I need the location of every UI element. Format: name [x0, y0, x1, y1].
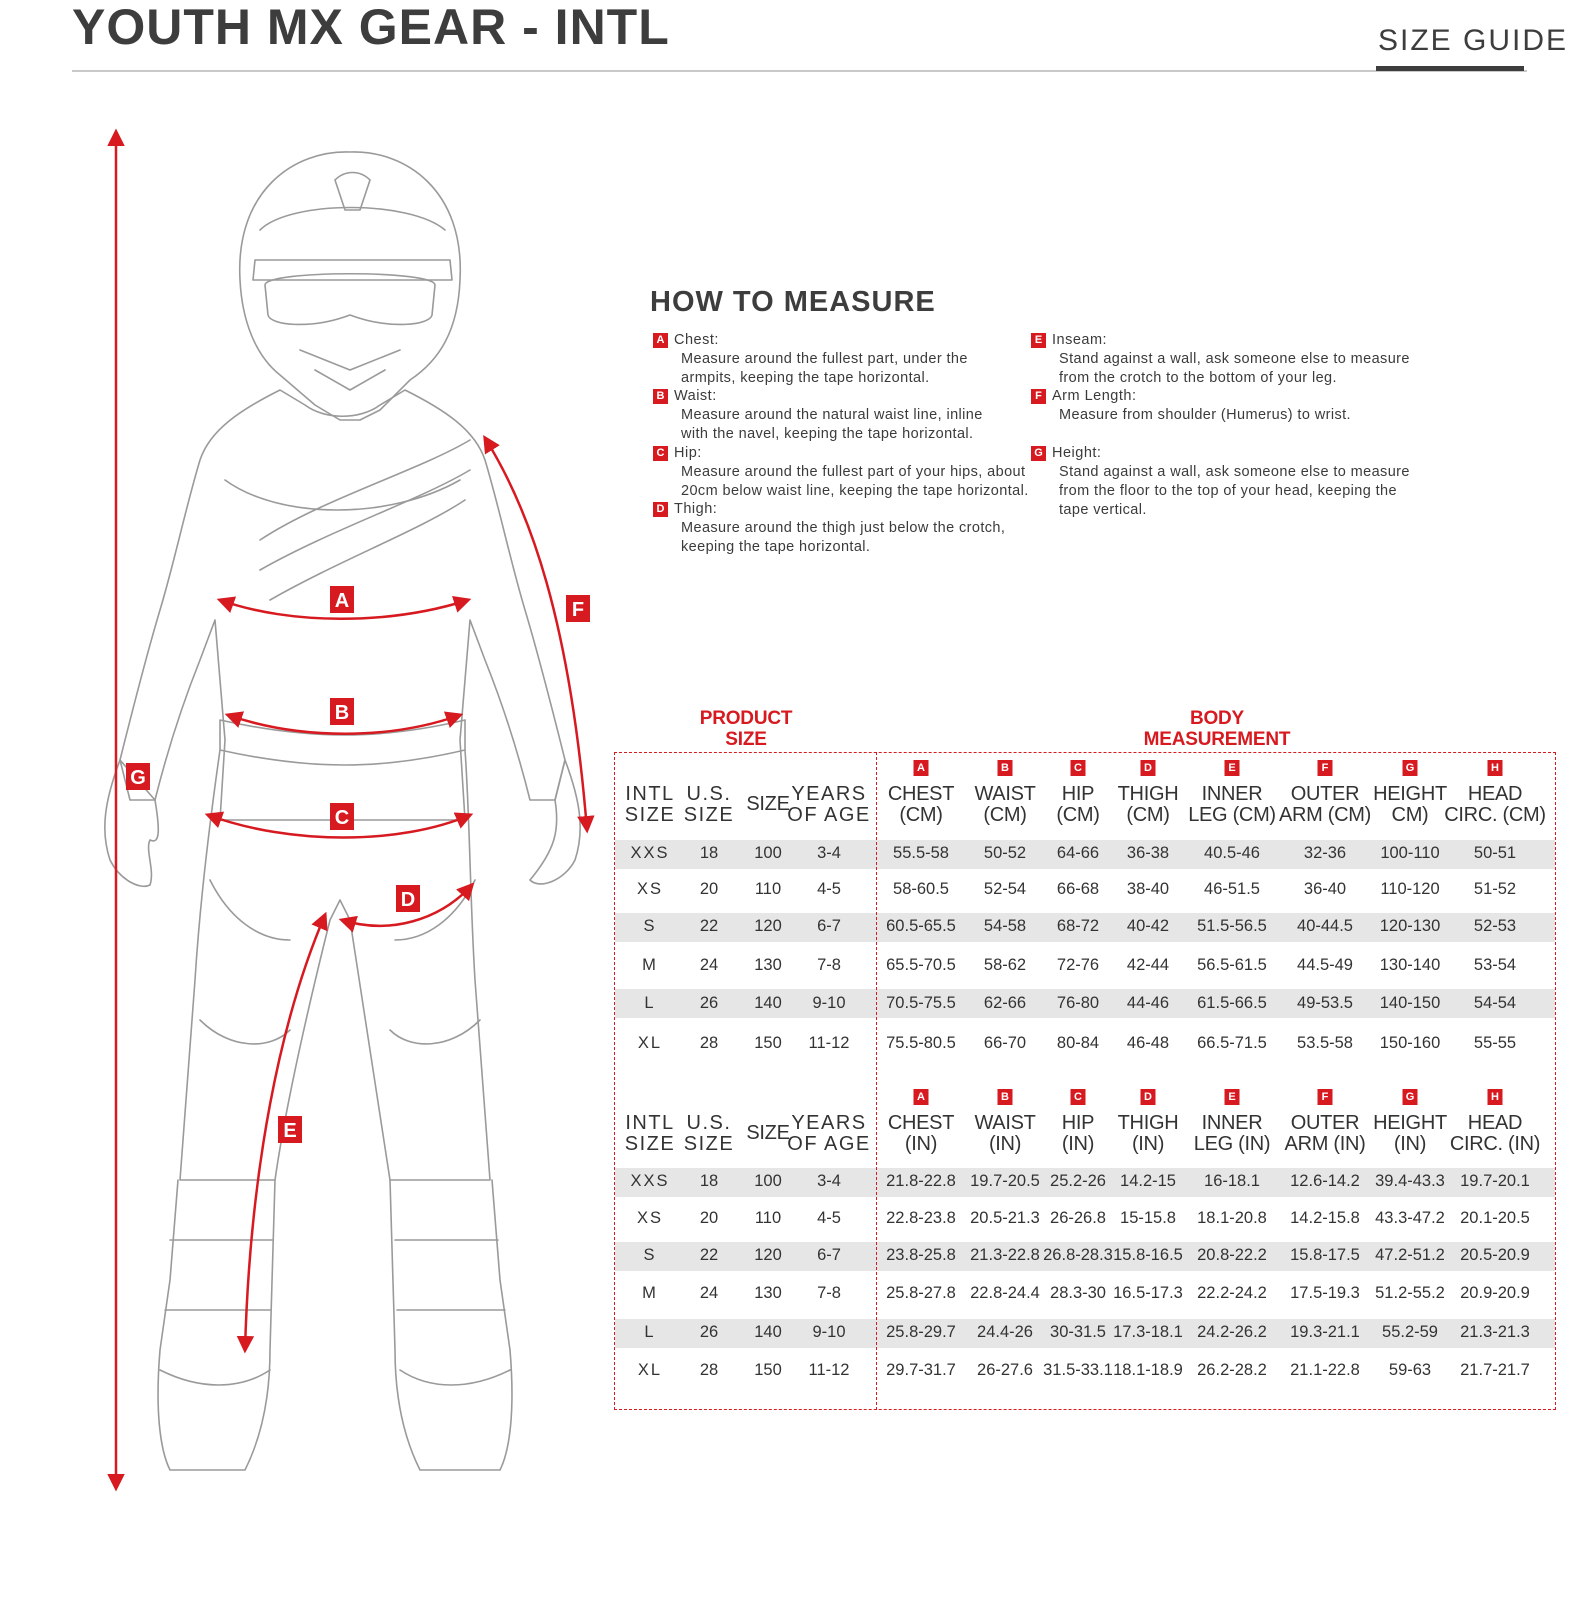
table-cell: 130: [754, 956, 782, 974]
column-header-line: SIZE: [683, 804, 735, 826]
column-header-line: CHEST: [887, 783, 955, 805]
table-cell: 7-8: [817, 956, 841, 974]
arm-guide-line: [485, 438, 587, 830]
table-cell: 21.3-22.8: [970, 1246, 1040, 1264]
table-cell: 22: [699, 917, 719, 935]
table-cell: 20.9-20.9: [1460, 1284, 1530, 1302]
table-cell: 26: [699, 994, 719, 1012]
column-header-line: (CM): [983, 804, 1027, 826]
table-cell: 100-110: [1380, 844, 1440, 862]
table-border: [614, 752, 1556, 1410]
column-badge: A: [914, 1089, 929, 1105]
table-cell: 9-10: [812, 994, 846, 1012]
table-cell: 19.7-20.1: [1460, 1172, 1530, 1190]
table-cell: 26-26.8: [1050, 1209, 1106, 1227]
column-header-line: HEIGHT: [1373, 1112, 1447, 1134]
table-cell: 36-40: [1303, 880, 1347, 898]
table-cell: 110: [754, 1209, 782, 1227]
table-cell: 55-55: [1473, 1034, 1517, 1052]
measure-letter-badge: G: [1031, 446, 1046, 461]
table-cell: 66.5-71.5: [1197, 1034, 1267, 1052]
table-cell: 21.8-22.8: [886, 1172, 956, 1190]
measure-description-line: with the navel, keeping the tape horizontal.: [681, 426, 974, 442]
column-header-line: HEIGHT: [1373, 783, 1447, 805]
table-cell: 21.3-21.3: [1460, 1323, 1530, 1341]
measure-item-waist: [653, 387, 983, 444]
table-cell: 25.2-26: [1050, 1172, 1106, 1190]
marker-hip: [330, 803, 354, 830]
table-cell: 56.5-61.5: [1197, 956, 1267, 974]
table-cell: 49-53.5: [1297, 994, 1353, 1012]
table-cell: 150-160: [1379, 1034, 1441, 1052]
table-cell: 25.8-29.7: [886, 1323, 956, 1341]
table-cell: XS: [636, 1209, 664, 1227]
table-cell: 54-58: [983, 917, 1027, 935]
marker-height: [126, 763, 150, 790]
column-badge: B: [998, 760, 1013, 776]
table-cell: 18.1-18.9: [1113, 1361, 1183, 1379]
table-section-divider: [876, 752, 877, 1410]
table-cell: 47.2-51.2: [1375, 1246, 1445, 1264]
table-cell: 60.5-65.5: [886, 917, 956, 935]
measure-letter-badge: E: [1031, 333, 1046, 348]
marker-arm-length: [566, 595, 590, 622]
table-cell: 72-76: [1056, 956, 1100, 974]
measure-letter-badge: F: [1031, 389, 1046, 404]
column-badge: C: [1071, 1089, 1086, 1105]
table-cell: 19.7-20.5: [970, 1172, 1040, 1190]
column-header-line: INNER: [1201, 783, 1263, 805]
marker-inseam: [278, 1116, 302, 1143]
measure-description-line: Stand against a wall, ask someone else to measure: [1059, 464, 1410, 480]
column-header-line: INNER: [1201, 1112, 1263, 1134]
table-cell: 59-63: [1388, 1361, 1432, 1379]
table-cell: 46-51.5: [1204, 880, 1260, 898]
table-cell: 16-18.1: [1204, 1172, 1260, 1190]
table-cell: 3-4: [817, 844, 841, 862]
table-cell: 40-42: [1126, 917, 1170, 935]
column-header-line: (CM): [1126, 804, 1170, 826]
measure-item-chest: [653, 331, 968, 388]
measure-description-line: 20cm below waist line, keeping the tape horizontal.: [681, 483, 1029, 499]
column-header-line: LEG (IN): [1193, 1133, 1271, 1155]
column-header-line: (IN): [1393, 1133, 1427, 1155]
table-cell: 51-52: [1473, 880, 1517, 898]
column-header-line: OF AGE: [787, 1133, 871, 1155]
table-cell: 120-130: [1379, 917, 1441, 935]
column-header-line: U.S.: [686, 1112, 732, 1134]
header-divider: [72, 70, 1527, 72]
measure-item-inseam: [1031, 331, 1410, 388]
table-cell: 20: [699, 880, 719, 898]
table-cell: 11-12: [808, 1361, 850, 1379]
measure-name: Thigh:: [674, 501, 718, 517]
column-badge: G: [1403, 760, 1418, 776]
measure-description-line: keeping the tape horizontal.: [681, 539, 871, 555]
right-boot: [390, 1180, 512, 1470]
table-cell: 20.1-20.5: [1460, 1209, 1530, 1227]
column-header-line: YEARS: [791, 783, 867, 805]
table-cell: 3-4: [817, 1172, 841, 1190]
table-cell: 18.1-20.8: [1197, 1209, 1267, 1227]
column-badge: H: [1488, 760, 1503, 776]
column-header-line: LEG (CM): [1188, 804, 1276, 826]
table-cell: 29.7-31.7: [886, 1361, 956, 1379]
table-cell: 61.5-66.5: [1197, 994, 1267, 1012]
table-cell: 11-12: [808, 1034, 850, 1052]
table-cell: 100: [754, 1172, 782, 1190]
table-cell: 14.2-15: [1120, 1172, 1176, 1190]
marker-letter: B: [334, 702, 350, 724]
table-cell: 42-44: [1126, 956, 1170, 974]
table-cell: XL: [637, 1034, 663, 1052]
measure-letter-badge: A: [653, 333, 668, 348]
table-cell: 54-54: [1473, 994, 1517, 1012]
table-cell: 100: [754, 844, 782, 862]
table-cell: 20.5-21.3: [970, 1209, 1040, 1227]
column-header-line: SIZE: [624, 804, 676, 826]
table-cell: 15-15.8: [1120, 1209, 1176, 1227]
table-cell: 15.8-17.5: [1290, 1246, 1360, 1264]
table-cell: 17.3-18.1: [1113, 1323, 1183, 1341]
measure-name: Inseam:: [1052, 332, 1108, 348]
measure-description-line: armpits, keeping the tape horizontal.: [681, 370, 930, 386]
measure-description-line: from the floor to the top of your head, keeping the: [1059, 483, 1397, 499]
table-cell: 30-31.5: [1050, 1323, 1106, 1341]
table-cell: 150: [754, 1361, 782, 1379]
marker-letter: D: [400, 889, 416, 911]
table-cell: 26.2-28.2: [1197, 1361, 1267, 1379]
table-cell: 64-66: [1056, 844, 1100, 862]
marker-thigh: [396, 885, 420, 912]
table-cell: 6-7: [817, 1246, 841, 1264]
measure-description-line: Measure from shoulder (Humerus) to wrist.: [1059, 407, 1351, 423]
table-cell: 110-120: [1380, 880, 1440, 898]
table-cell: 38-40: [1126, 880, 1170, 898]
table-cell: 31.5-33.1: [1043, 1361, 1113, 1379]
marker-letter: E: [283, 1120, 297, 1142]
table-cell: 16.5-17.3: [1113, 1284, 1183, 1302]
table-cell: 4-5: [817, 880, 841, 898]
measure-description-line: Measure around the thigh just below the crotch,: [681, 520, 1006, 536]
table-cell: 22: [699, 1246, 719, 1264]
column-header-line: CIRC. (IN): [1449, 1133, 1541, 1155]
measure-name: Chest:: [674, 332, 719, 348]
table-cell: 36-38: [1126, 844, 1170, 862]
column-badge: E: [1225, 760, 1240, 776]
measure-item-thigh: [653, 500, 1005, 557]
table-cell: 20.8-22.2: [1197, 1246, 1267, 1264]
table-cell: 4-5: [817, 1209, 841, 1227]
column-badge: G: [1403, 1089, 1418, 1105]
table-cell: 15.8-16.5: [1113, 1246, 1183, 1264]
table-cell: S: [643, 917, 657, 935]
measure-description-line: from the crotch to the bottom of your leg.: [1059, 370, 1337, 386]
table-cell: 53-54: [1473, 956, 1517, 974]
column-badge: E: [1225, 1089, 1240, 1105]
table-cell: 52-53: [1473, 917, 1517, 935]
table-cell: 22.8-23.8: [886, 1209, 956, 1227]
column-badge: D: [1141, 1089, 1156, 1105]
column-header-line: (IN): [1131, 1133, 1165, 1155]
column-header-line: OF AGE: [787, 804, 871, 826]
table-cell: 32-36: [1303, 844, 1347, 862]
measure-name: Waist:: [674, 388, 717, 404]
marker-letter: F: [571, 599, 585, 621]
table-cell: 28: [699, 1034, 719, 1052]
table-cell: 68-72: [1056, 917, 1100, 935]
table-cell: XXS: [630, 844, 670, 862]
column-badge: D: [1141, 760, 1156, 776]
column-header-line: HIP: [1061, 783, 1095, 805]
left-boot: [158, 1180, 275, 1470]
table-cell: 39.4-43.3: [1375, 1172, 1445, 1190]
how-to-measure-title: HOW TO MEASURE: [650, 286, 936, 318]
column-header-line: (IN): [1061, 1133, 1095, 1155]
measure-letter-badge: C: [653, 446, 668, 461]
column-header-line: SIZE: [683, 1133, 735, 1155]
column-header-line: THIGH: [1117, 783, 1179, 805]
measure-description-line: Stand against a wall, ask someone else to measure: [1059, 351, 1410, 367]
column-header-line: (IN): [904, 1133, 938, 1155]
table-cell: 25.8-27.8: [886, 1284, 956, 1302]
table-cell: XXS: [630, 1172, 670, 1190]
table-cell: 23.8-25.8: [886, 1246, 956, 1264]
marker-chest: [330, 586, 354, 613]
measure-letter-badge: B: [653, 389, 668, 404]
measure-description-line: Measure around the fullest part of your hips, about: [681, 464, 1026, 480]
table-cell: 44-46: [1126, 994, 1170, 1012]
table-cell: 52-54: [983, 880, 1027, 898]
table-cell: XL: [637, 1361, 663, 1379]
measure-description-line: Measure around the natural waist line, inline: [681, 407, 983, 423]
table-cell: 76-80: [1056, 994, 1100, 1012]
measure-letter-badge: D: [653, 502, 668, 517]
table-cell: 24.4-26: [977, 1323, 1033, 1341]
measure-description-line: tape vertical.: [1059, 502, 1147, 518]
table-cell: 26-27.6: [977, 1361, 1033, 1379]
column-header-line: U.S.: [686, 783, 732, 805]
measure-item-height: [1031, 444, 1410, 520]
column-header-line: YEARS: [791, 1112, 867, 1134]
column-header-line: ARM (CM): [1278, 804, 1372, 826]
table-cell: 19.3-21.1: [1290, 1323, 1360, 1341]
column-header-line: (CM): [1056, 804, 1100, 826]
table-cell: 50-52: [983, 844, 1027, 862]
column-header-line: HIP: [1061, 1112, 1095, 1134]
marker-letter: C: [334, 807, 350, 829]
marker-letter: G: [130, 767, 146, 789]
table-cell: 58-60.5: [893, 880, 949, 898]
table-cell: 18: [699, 844, 719, 862]
column-header-line: SIZE: [746, 1122, 790, 1144]
table-cell: 140: [754, 1323, 782, 1341]
table-cell: 20: [699, 1209, 719, 1227]
table-cell: 51.5-56.5: [1197, 917, 1267, 935]
table-cell: 130-140: [1379, 956, 1441, 974]
column-header-line: CM): [1391, 804, 1429, 826]
table-cell: 18: [699, 1172, 719, 1190]
measure-description-line: Measure around the fullest part, under the: [681, 351, 968, 367]
column-badge: A: [914, 760, 929, 776]
column-header-line: CHEST: [887, 1112, 955, 1134]
table-cell: 24: [699, 956, 719, 974]
table-cell: 22.2-24.2: [1197, 1284, 1267, 1302]
marker-letter: A: [334, 590, 350, 612]
column-header-line: INTL: [625, 783, 675, 805]
table-cell: 26.8-28.3: [1043, 1246, 1113, 1264]
table-cell: 58-62: [983, 956, 1027, 974]
column-badge: F: [1318, 1089, 1333, 1105]
column-badge: F: [1318, 760, 1333, 776]
column-header-line: OUTER: [1290, 783, 1360, 805]
table-cell: 6-7: [817, 917, 841, 935]
table-cell: 44.5-49: [1297, 956, 1353, 974]
column-badge: B: [998, 1089, 1013, 1105]
table-cell: M: [642, 1284, 658, 1302]
table-cell: 14.2-15.8: [1290, 1209, 1360, 1227]
rider-measurement-illustration: [60, 120, 620, 1500]
column-header-line: WAIST: [974, 1112, 1036, 1134]
measure-item-hip: [653, 444, 1029, 501]
table-cell: 17.5-19.3: [1290, 1284, 1360, 1302]
column-header-line: HEAD: [1467, 1112, 1523, 1134]
table-cell: 24.2-26.2: [1197, 1323, 1267, 1341]
table-cell: 7-8: [817, 1284, 841, 1302]
table-cell: 140: [754, 994, 782, 1012]
column-header-line: INTL: [625, 1112, 675, 1134]
table-cell: 22.8-24.4: [970, 1284, 1040, 1302]
helmet-outline: [240, 152, 461, 420]
measure-item-arm-length: [1031, 387, 1351, 425]
measure-name: Hip:: [674, 445, 702, 461]
column-header-line: OUTER: [1290, 1112, 1360, 1134]
table-cell: 40-44.5: [1297, 917, 1353, 935]
column-header-line: THIGH: [1117, 1112, 1179, 1134]
column-header-line: (IN): [988, 1133, 1022, 1155]
table-cell: 20.5-20.9: [1460, 1246, 1530, 1264]
size-guide-label: SIZE GUIDE: [1378, 24, 1569, 57]
table-cell: 28.3-30: [1050, 1284, 1106, 1302]
column-header-line: (CM): [899, 804, 943, 826]
table-cell: S: [643, 1246, 657, 1264]
table-cell: 62-66: [983, 994, 1027, 1012]
table-cell: 12.6-14.2: [1290, 1172, 1360, 1190]
table-cell: 53.5-58: [1297, 1034, 1353, 1052]
goggles-outline: [265, 274, 435, 325]
table-cell: 66-68: [1056, 880, 1100, 898]
table-cell: 28: [699, 1361, 719, 1379]
measure-name: Height:: [1052, 445, 1102, 461]
table-cell: L: [644, 1323, 656, 1341]
body-measurement-label: BODY MEASUREMENT: [1143, 708, 1291, 750]
product-size-label: PRODUCT SIZE: [699, 708, 793, 750]
table-cell: 110: [754, 880, 782, 898]
table-cell: 43.3-47.2: [1375, 1209, 1445, 1227]
right-glove: [530, 760, 580, 884]
table-cell: 24: [699, 1284, 719, 1302]
measure-name: Arm Length:: [1052, 388, 1137, 404]
table-cell: 55.5-58: [893, 844, 949, 862]
table-cell: 40.5-46: [1204, 844, 1260, 862]
table-cell: 75.5-80.5: [886, 1034, 956, 1052]
table-cell: 50-51: [1473, 844, 1517, 862]
table-cell: 140-150: [1379, 994, 1441, 1012]
table-cell: 65.5-70.5: [886, 956, 956, 974]
table-cell: 70.5-75.5: [886, 994, 956, 1012]
table-cell: XS: [636, 880, 664, 898]
table-cell: M: [642, 956, 658, 974]
table-cell: 80-84: [1056, 1034, 1100, 1052]
table-cell: 9-10: [812, 1323, 846, 1341]
column-header-line: CIRC. (CM): [1444, 804, 1546, 826]
column-header-line: ARM (IN): [1284, 1133, 1366, 1155]
column-badge: H: [1488, 1089, 1503, 1105]
table-cell: 55.2-59: [1382, 1323, 1438, 1341]
table-cell: 21.1-22.8: [1290, 1361, 1360, 1379]
column-header-line: SIZE: [624, 1133, 676, 1155]
table-cell: 130: [754, 1284, 782, 1302]
table-cell: 51.2-55.2: [1375, 1284, 1445, 1302]
table-cell: 21.7-21.7: [1460, 1361, 1530, 1379]
column-header-line: SIZE: [746, 793, 790, 815]
table-cell: 150: [754, 1034, 782, 1052]
table-cell: 46-48: [1126, 1034, 1170, 1052]
table-cell: L: [644, 994, 656, 1012]
column-badge: C: [1071, 760, 1086, 776]
table-cell: 66-70: [983, 1034, 1027, 1052]
column-header-line: WAIST: [974, 783, 1036, 805]
table-cell: 120: [754, 917, 782, 935]
size-guide-underline: [1376, 66, 1524, 71]
column-header-line: HEAD: [1467, 783, 1523, 805]
page-title: YOUTH MX GEAR - INTL: [72, 0, 670, 55]
marker-waist: [330, 698, 354, 725]
table-cell: 120: [754, 1246, 782, 1264]
table-cell: 26: [699, 1323, 719, 1341]
